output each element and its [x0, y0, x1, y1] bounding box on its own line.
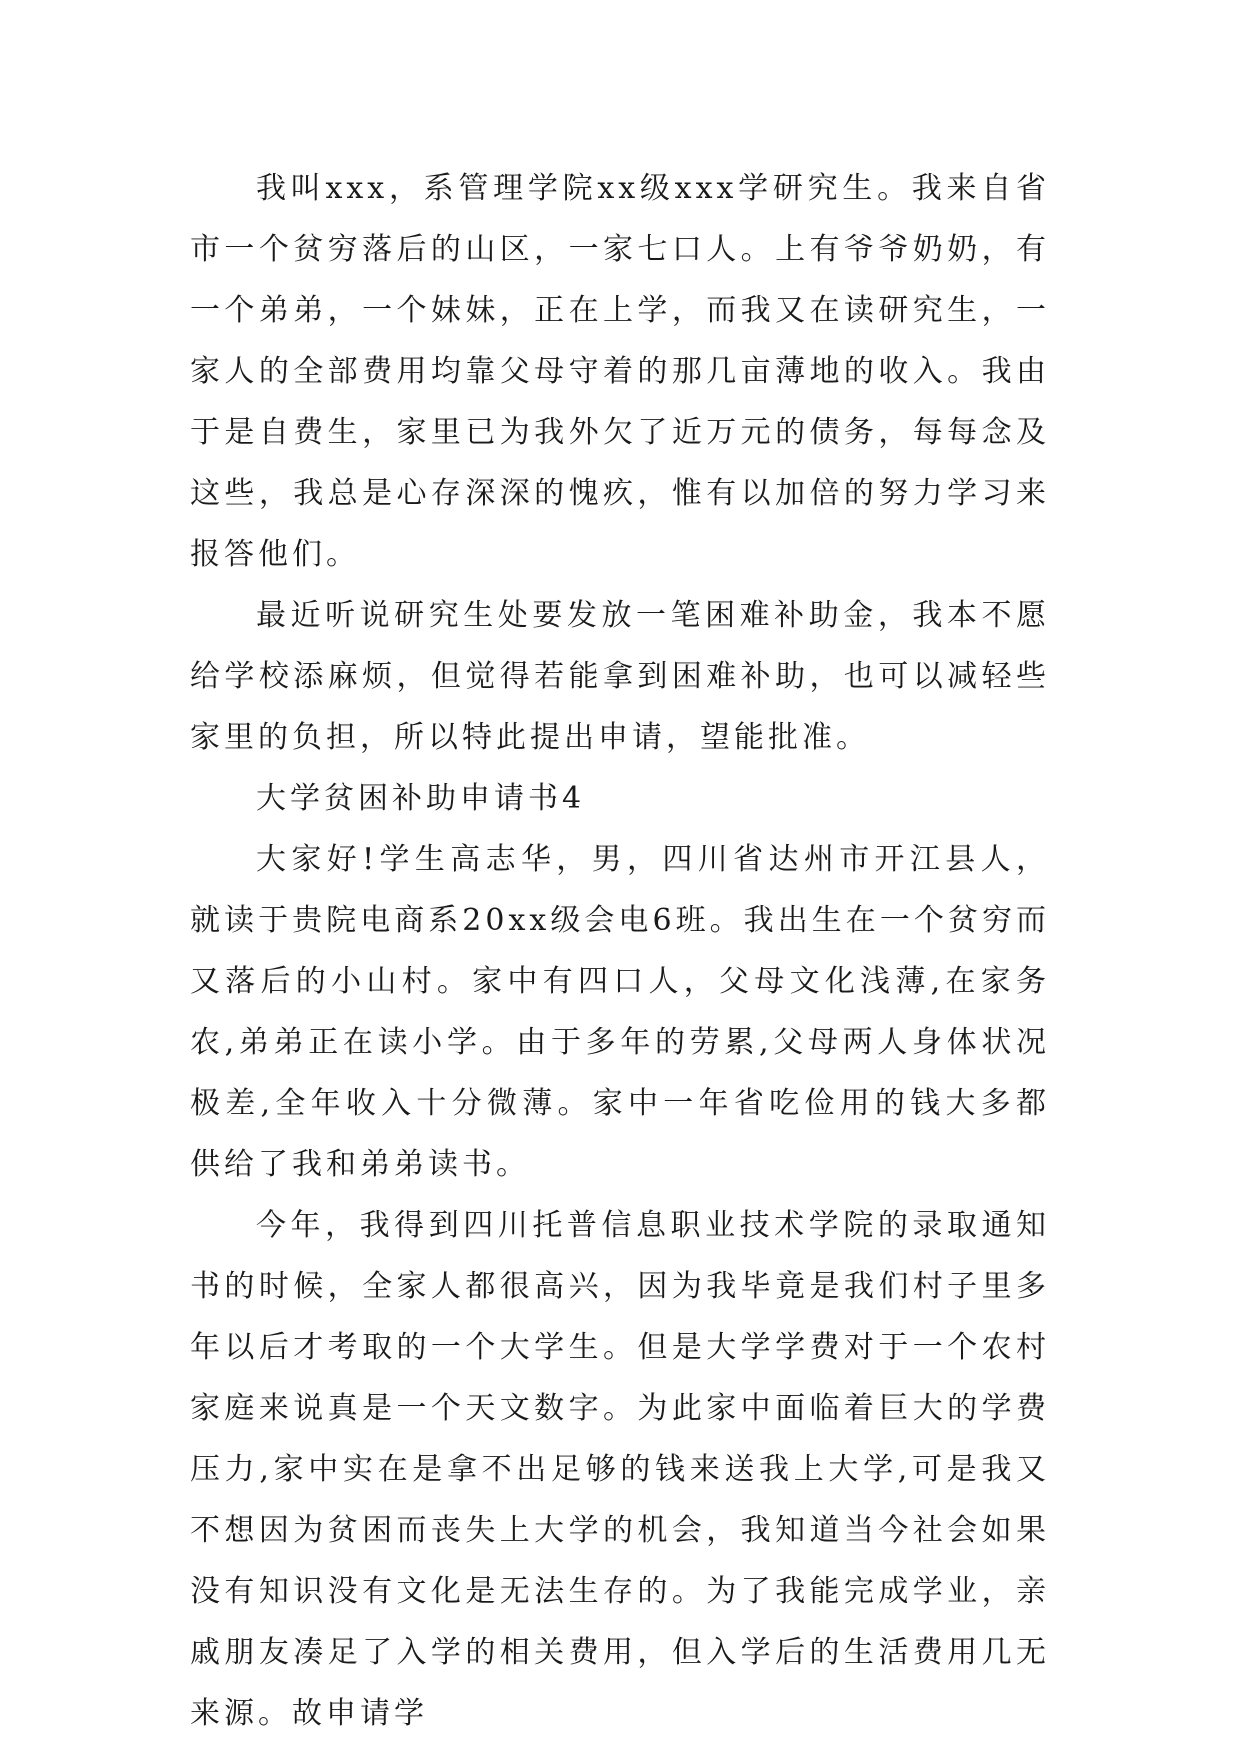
paragraph-intro: 我叫xxx，系管理学院xx级xxx学研究生。我来自省市一个贫穷落后的山区，一家七口人。上有爷爷奶奶，有一个弟弟，一个妹妹，正在上学，而我又在读研究生，一家人的全部费用均靠父母守着的那几亩薄地的收入。我由于是自费生，家里已为我外欠了近万元的债务，每每念及这些，我总是心存深深的愧疚，惟有以加倍的努力学习来报答他们。: [190, 171, 1050, 572]
paragraph-greeting: 大家好!学生高志华，男，四川省达州市开江县人，就读于贵院电商系20xx级会电6班。我出生在一个贫穷而又落后的小山村。家中有四口人，父母文化浅薄,在家务农,弟弟正在读小学。由于多年的劳累,父母两人身体状况极差,全年收入十分微薄。家中一年省吃俭用的钱大多都供给了我和弟弟读书。: [190, 842, 1050, 1182]
section-title: 大学贫困补助申请书4: [256, 781, 586, 816]
paragraph-admission: 今年，我得到四川托普信息职业技术学院的录取通知书的时候，全家人都很高兴，因为我毕竟是我们村子里多年以后才考取的一个大学生。但是大学学费对于一个农村家庭来说真是一个天文数字。为此家中面临着巨大的学费压力,家中实在是拿不出足够的钱来送我上大学,可是我又不想因为贫困而丧失上大学的机会，我知道当今社会如果没有知识没有文化是无法生存的。为了我能完成学业，亲戚朋友凑足了入学的相关费用，但入学后的生活费用几无来源。故申请学: [190, 1208, 1050, 1731]
paragraph-request: 最近听说研究生处要发放一笔困难补助金，我本不愿给学校添麻烦，但觉得若能拿到困难补助，也可以减轻些家里的负担，所以特此提出申请，望能批准。: [190, 598, 1050, 755]
document-page: [190, 158, 1050, 1744]
